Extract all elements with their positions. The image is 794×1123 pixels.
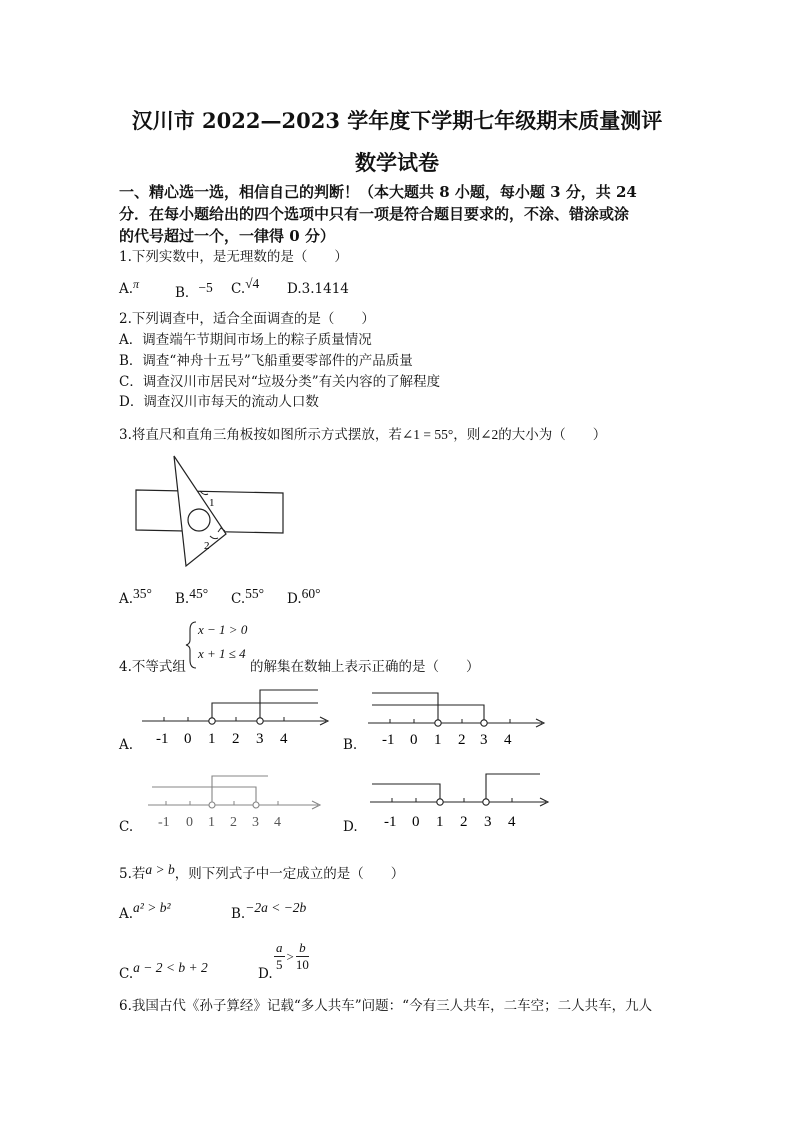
tick-label: 0: [186, 815, 193, 830]
q5-d-denominator-1: 5: [276, 957, 283, 972]
tick-label: 2: [460, 814, 468, 830]
q3-option-d: [287, 586, 321, 607]
q5-d-denominator-2: 10: [295, 957, 309, 972]
q5-d-numerator-2: b: [296, 940, 309, 957]
q3-option-b: [175, 586, 209, 607]
q1-a-label: A.: [119, 281, 134, 297]
section-heading-line2: 分．在每小题给出的四个选项中只有一项是符合题目要求的，不涂、错涂或涂: [119, 205, 630, 223]
section-heading-line3: 的代号超过一个，一律得 0 分）: [119, 227, 335, 245]
q1-option-c: [231, 276, 260, 297]
q5-a-label: A.: [119, 906, 134, 922]
tick-label: 2: [232, 731, 240, 747]
q4-numberline-a: [140, 686, 340, 748]
q5-option-d-label: D.: [258, 966, 273, 982]
q5-c-label: C.: [119, 966, 134, 982]
q3-ruler-triangle-figure: [130, 450, 300, 575]
q3-stem: [119, 423, 606, 443]
q1-stem: 1.下列实数中，是无理数的是（ ）: [119, 249, 348, 265]
q5-d-operator: >: [286, 948, 294, 964]
q5-option-d-value: [274, 940, 309, 973]
q1-option-d: D.3.1414: [287, 281, 349, 297]
angle1-label: 1: [209, 497, 215, 509]
tick-label: 4: [274, 815, 281, 830]
q3-angle2: ∠2: [480, 427, 499, 442]
q5-option-c: [119, 960, 208, 982]
q5-condition: a > b: [145, 862, 175, 877]
page-title: 汉川市 2022—2023 学年度下学期七年级期末质量测评: [131, 108, 663, 133]
q3-b-label: B.: [175, 591, 190, 607]
q3-b-value: 45°: [189, 586, 209, 601]
tick-label: 1: [434, 732, 442, 748]
q4-inequality-2: x + 1 ≤ 4: [198, 646, 246, 661]
tick-label: 4: [508, 814, 516, 830]
q4-option-d-label: D.: [343, 819, 358, 835]
q2-option-b: B．调查“神舟十五号”飞船重要零部件的产品质量: [119, 353, 413, 369]
q3-a-label: A.: [119, 591, 134, 607]
tick-label: 0: [410, 732, 418, 748]
q2-option-c: C．调查汉川市居民对“垃圾分类”有关内容的了解程度: [119, 374, 441, 390]
q3-stem-post: 的大小为（ ）: [498, 427, 607, 443]
q1-option-a: [119, 277, 140, 297]
tick-label: 1: [208, 815, 215, 830]
tick-label: 0: [412, 814, 420, 830]
tick-label: 4: [504, 732, 512, 748]
tick-label: -1: [158, 815, 170, 830]
q1-b-value: −5: [198, 280, 213, 295]
tick-label: 3: [256, 731, 264, 747]
tick-label: 3: [252, 815, 259, 830]
tick-label: -1: [382, 732, 395, 748]
page-subtitle: 数学试卷: [355, 150, 439, 175]
tick-label: -1: [384, 814, 397, 830]
q3-c-label: C.: [231, 591, 246, 607]
q1-option-b: [175, 276, 213, 301]
q1-a-value: π: [133, 277, 140, 291]
q5-stem-pre: 5.若: [119, 866, 146, 882]
q5-option-b: [231, 900, 307, 922]
tick-label: 2: [230, 815, 237, 830]
q4-numberline-d: [368, 770, 558, 832]
tick-label: 4: [280, 731, 288, 747]
q1-c-value: √4: [245, 276, 260, 291]
tick-label: 1: [208, 731, 216, 747]
q3-c-value: 55°: [245, 586, 265, 601]
q3-a-value: 35°: [133, 586, 152, 601]
q4-option-b-label: B.: [343, 737, 358, 753]
q5-c-value: a − 2 < b + 2: [133, 960, 208, 975]
q3-d-value: 60°: [301, 586, 321, 601]
q3-option-a: [119, 586, 152, 607]
q4-numberline-c: [146, 770, 336, 830]
q5-b-label: B.: [231, 906, 246, 922]
q3-d-label: D.: [287, 591, 302, 607]
section-heading-line1: 一、精心选一选，相信自己的判断！（本大题共 8 小题，每小题 3 分，共 24: [119, 183, 637, 201]
q5-stem: [119, 862, 404, 882]
q4-numberline-b: [366, 688, 556, 748]
q2-stem: 2.下列调查中，适合全面调查的是（ ）: [119, 311, 375, 327]
q5-option-a: [119, 900, 171, 922]
tick-label: -1: [156, 731, 169, 747]
q4-stem-pre: 4.不等式组: [119, 659, 186, 675]
q4-inequality-1: x − 1 > 0: [198, 622, 248, 637]
q5-b-value: −2a < −2b: [245, 900, 307, 915]
q4-option-a-label: A.: [119, 737, 134, 753]
q3-stem-pre: 3.将直尺和直角三角板按如图所示方式摆放，若: [119, 427, 402, 443]
q3-stem-mid: ，则: [453, 427, 481, 443]
q5-d-numerator-1: a: [276, 940, 283, 955]
tick-label: 1: [436, 814, 444, 830]
tick-label: 3: [484, 814, 492, 830]
q3-option-c: [231, 586, 265, 607]
q1-c-label: C.: [231, 281, 246, 297]
tick-label: 0: [184, 731, 192, 747]
q2-option-a: A．调查端午节期间市场上的粽子质量情况: [119, 332, 372, 348]
triangle-shape: [174, 456, 226, 566]
q4-brace: [186, 620, 198, 670]
angle2-label: 2: [204, 540, 210, 552]
q4-stem-post: 的解集在数轴上表示正确的是（ ）: [250, 659, 480, 675]
tick-label: 2: [458, 732, 466, 748]
q4-option-c-label: C.: [119, 819, 134, 835]
q5-stem-post: ，则下列式子中一定成立的是（ ）: [174, 866, 405, 882]
q2-option-d: D．调查汉川市每天的流动人口数: [119, 394, 319, 410]
q5-a-value: a² > b²: [133, 900, 171, 915]
q3-angle1: ∠1 = 55°: [401, 427, 454, 442]
q1-b-label: B．: [175, 285, 199, 301]
q6-stem: 6.我国古代《孙子算经》记载“多人共车”问题：“今有三人共车，二车空；二人共车，九人: [119, 998, 653, 1014]
tick-label: 3: [480, 732, 488, 748]
